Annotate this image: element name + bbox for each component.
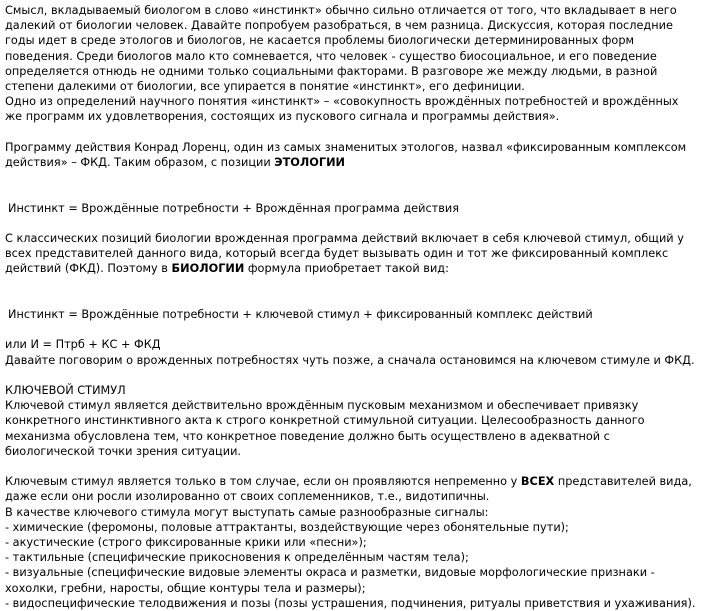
spacer	[5, 125, 697, 140]
paragraph-signals-intro: В качестве ключевого стимула могут выступать самые разнообразные сигналы:	[5, 505, 489, 519]
spacer	[5, 368, 697, 383]
signal-item-acoustic: - акустические (строго фиксированные крики или «песни»);	[5, 536, 367, 549]
signal-item-postures: - видоспецифические телодвижения и позы (позы устрашения, подчинения, ритуалы приветствия и ухаживания).	[5, 596, 696, 610]
paragraph-key-stimulus: Ключевой стимул является действительно врождённым пусковым механизмом и обеспечивает привязку конкретного инстинктивного акта к строго конкретной стимульной ситуации. Целесообразность данного механизма обусловлена тем, что конкретное поведение должно быть осуществлено в адекватной с биологической точки зрения ситуации.	[5, 399, 645, 458]
spacer	[5, 322, 697, 337]
paragraph-all-members-tail: представителей вида, даже если они росли изолированно от своих соплеменников, т.е., видотипичны.	[5, 475, 692, 504]
spacer	[5, 277, 697, 307]
paragraph-intro: Смысл, вкладываемый биологом в слово «инстинкт» обычно сильно отличается от того, что вкладывает в него далекий от биологии человек. Давайте попробуем разобраться, в чем разница. Дискуссия, которая последние годы идет в среде этологов и биологов, не касается проблемы биологически детерминированных форм поведения. Среди биологов мало кто сомневается, что человек - существо биосоциальное, и его поведение определяется отнюдь не одними только социальными факторами. В разговоре же между людьми, в разной степени далекими от биологии, все упирается в понятие «инстинкт», его дефиниции.	[5, 4, 677, 94]
paragraph-lorenz	[5, 140, 697, 170]
paragraph-all-members	[5, 474, 697, 504]
spacer	[5, 459, 697, 474]
ethology-term: ЭТОЛОГИИ	[274, 156, 345, 170]
paragraph-lorenz-text: Программу действия Конрад Лоренц, один из самых знаменитых этологов, назвал «фиксированным комплексом действия» – ФКД. Таким образом, с позиции	[5, 140, 687, 170]
signal-item-tactile: - тактильные (специфические прикосновения к определённым частям тела);	[5, 551, 469, 565]
all-term: ВСЕХ	[520, 475, 555, 489]
spacer	[5, 216, 697, 231]
formula-ethology: Инстинкт = Врождённые потребности + Врождённая программа действия	[8, 201, 460, 215]
signal-item-visual: - визуальные (специфические видовые элементы окраса и разметки, видовые морфологические признаки - хохолки, гребни, наросты, общие контуры тела и размеры);	[5, 566, 655, 595]
paragraph-biology	[5, 231, 697, 277]
paragraph-biology-tail: формула приобретает такой вид:	[244, 262, 449, 276]
paragraph-definition: Одно из определений научного понятия «инстинкт» – «совокупность врождённых потребностей и врождённых же программ их удовлетворения, состоящих из пускового сигнала и программы действия».	[5, 95, 679, 124]
paragraph-transition: Давайте поговорим о врожденных потребностях чуть позже, а сначала остановимся на ключевом стимуле и ФКД.	[5, 353, 695, 367]
formula-biology: Инстинкт = Врождённые потребности + ключевой стимул + фиксированный комплекс действий	[8, 308, 593, 321]
formula-short: или И = Птрб + КС + ФКД	[5, 338, 161, 352]
paragraph-biology-text: С классических позиций биологии врожденная программа действий включает в себя ключевой стимул, общий у всех представителей данного вида, который всегда будет вызывать один и тот же фиксированный комплекс действий (ФКД). Поэтому в	[5, 232, 684, 276]
section-heading: КЛЮЧЕВОЙ СТИМУЛ	[5, 383, 126, 397]
paragraph-all-members-text: Ключевым стимул является только в том случае, если он проявляются непременно у	[5, 475, 521, 489]
biology-term: БИОЛОГИИ	[171, 262, 245, 276]
spacer	[5, 170, 697, 200]
document-body	[5, 3, 697, 611]
signal-item-chemical: - химические (феромоны, половые аттрактанты, воздействующие через обонятельные пути);	[5, 520, 569, 534]
